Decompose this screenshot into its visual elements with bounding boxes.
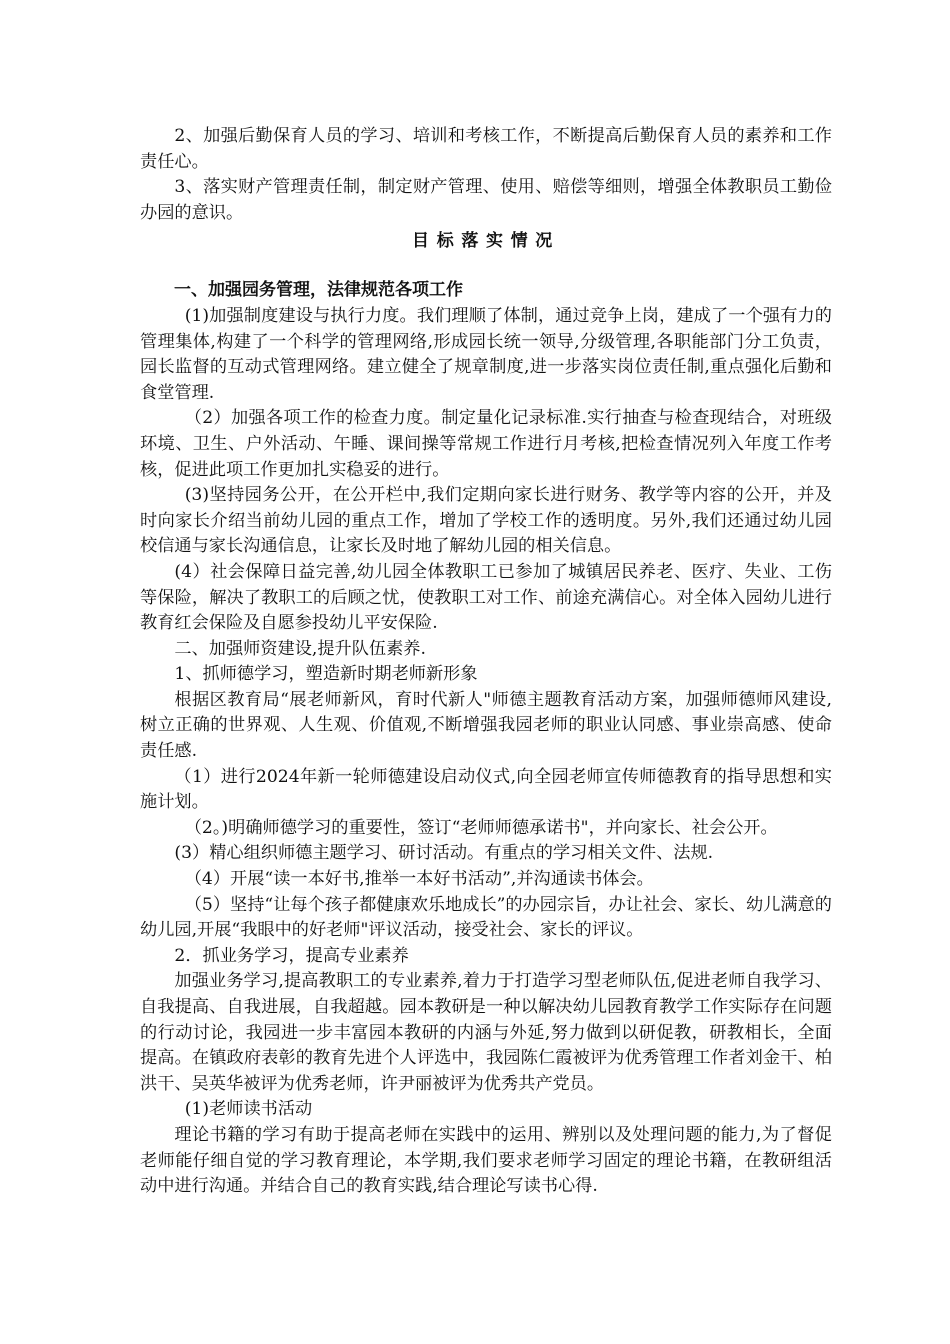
paragraph-logistics-training: 2、加强后勤保育人员的学习、培训和考核工作，不断提高后勤保育人员的素养和工作责任心。: [140, 126, 832, 172]
section2-sub1-item-5: （5）坚持“让每个孩子都健康欢乐地成长”的办园宗旨，办让社会、家长、幼儿满意的幼儿园,开展“我眼中的好老师"评议活动，接受社会、家长的评议。: [140, 894, 832, 941]
section2-sub1-item-1: （1）进行2024年新一轮师德建设启动仪式,向全园老师宣传师德教育的指导思想和实施计划。: [140, 766, 832, 813]
section1-heading: 一、加强园务管理，法律规范各项工作: [174, 280, 463, 301]
section1-item-2: （2）加强各项工作的检查力度。制定量化记录标准.实行抽查与检查现结合，对班级环境、卫生、户外活动、午睡、课间操等常规工作进行月考核,把检查情况列入年度工作考核，促进此项工作更加扎实稳妥的进行。: [140, 408, 832, 480]
section1-item-4: (4）社会保障日益完善,幼儿园全体教职工已参加了城镇居民养老、医疗、失业、工伤等保险，解决了教职工的后顾之忧，使教职工对工作、前途充满信心。对全体入园幼儿进行教育红会保险及自愿参投幼儿平安保险.: [140, 561, 832, 634]
section2-heading: 二、加强师资建设,提升队伍素养.: [174, 638, 426, 659]
section2-sub1-item-2: （2。)明确师德学习的重要性，签订“老师师德承诺书"，并向家长、社会公开。: [184, 817, 778, 838]
section1-item-1: (1)加强制度建设与执行力度。我们理顺了体制，通过竞争上岗，建成了一个强有力的管理集体,构建了一个科学的管理网络,形成园长统一领导,分级管理,各职能部门分工负责，园长监督的互动式管理网络。建立健全了规章制度,进一步落实岗位责任制,重点强化后勤和食堂管理.: [140, 305, 832, 403]
section-title: 目标落实情况: [412, 231, 560, 252]
section2-sub1-intro: 根据区教育局“展老师新风，育时代新人"师德主题教育活动方案，加强师德师风建设,树立正确的世界观、人生观、价值观,不断增强我园老师的职业认同感、事业崇高感、使命责任感.: [140, 689, 832, 762]
section2-sub2-heading: 2．抓业务学习，提高专业素养: [174, 945, 409, 966]
section2-sub1-item-4: （4）开展“读一本好书,推举一本好书活动”,并沟通读书体会。: [184, 869, 654, 890]
paragraph-property-management: 3、落实财产管理责任制，制定财产管理、使用、赔偿等细则，增强全体教职员工勤俭办园的意识。: [140, 177, 832, 223]
section2-sub2-item1-heading: (1)老师读书活动: [184, 1099, 313, 1120]
section2-sub1-item-3: (3）精心组织师德主题学习、研讨活动。有重点的学习相关文件、法规.: [174, 843, 714, 864]
section1-item-3: (3)坚持园务公开，在公开栏中,我们定期向家长进行财务、教学等内容的公开，并及时向家长介绍当前幼儿园的重点工作，增加了学校工作的透明度。另外,我们还通过幼儿园校信通与家长沟通信息，让家长及时地了解幼儿园的相关信息。: [140, 485, 832, 557]
section2-sub2-item1-text: 理论书籍的学习有助于提高老师在实践中的运用、辨别以及处理问题的能力,为了督促老师能仔细自觉的学习教育理论，本学期,我们要求老师学习固定的理论书籍，在教研组活动中进行沟通。并结合自己的教育实践,结合理论写读书心得.: [140, 1124, 832, 1197]
section2-sub1-heading: 1、抓师德学习，塑造新时期老师新形象: [174, 664, 478, 685]
section2-sub2-intro: 加强业务学习,提高教职工的专业素养,着力于打造学习型老师队伍,促进老师自我学习、自我提高、自我进展，自我超越。园本教研是一种以解决幼儿园教育教学工作实际存在问题的行动讨论，我园进一步丰富园本教研的内涵与外延,努力做到以研促教，研教相长，全面提高。在镇政府表彰的教育先进个人评选中，我园陈仁霞被评为优秀管理工作者刘金干、柏洪干、吴英华被评为优秀老师，许尹丽被评为优秀共产党员。: [140, 971, 832, 1094]
document-body: [140, 124, 832, 1200]
